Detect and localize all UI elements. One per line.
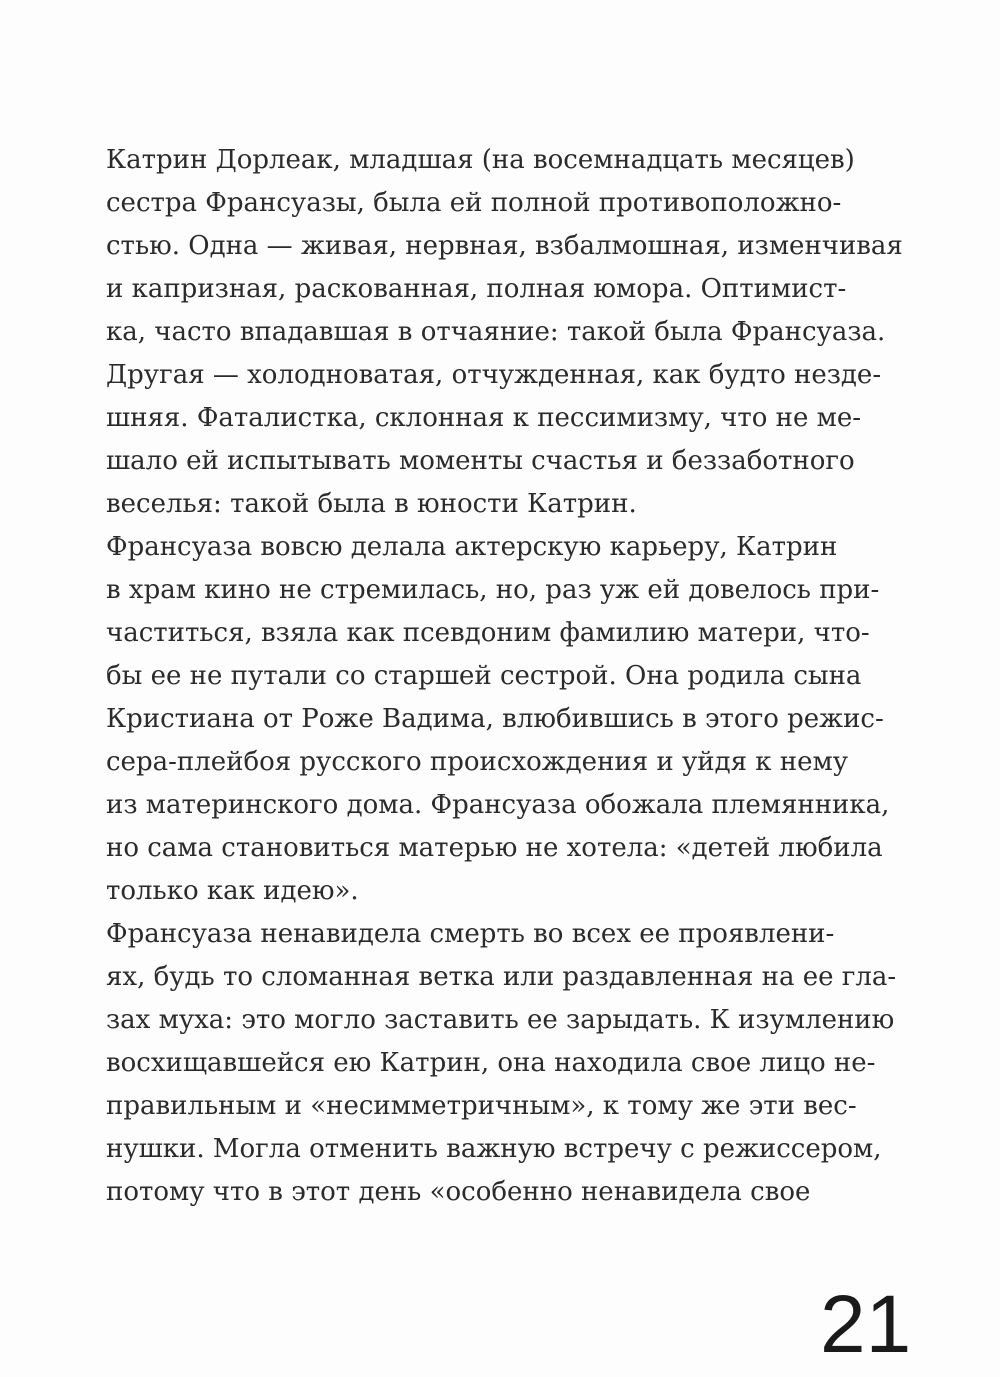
text-line: сестра Франсуазы, была ей полной противоположно- (106, 188, 842, 218)
text-line: только как идею». (106, 876, 359, 906)
text-line: бы ее не путали со старшей сестрой. Она родила сына (106, 661, 862, 691)
text-line: веселья: такой была в юности Катрин. (106, 489, 637, 519)
text-line: Франсуаза ненавидела смерть во всех ее проявлени- (106, 919, 835, 949)
page-number: 21 (820, 1279, 912, 1370)
text-line: Франсуаза вовсю делала актерскую карьеру, Катрин (106, 532, 838, 562)
text-line: шняя. Фаталистка, склонная к пессимизму, что не ме- (106, 403, 862, 433)
text-line: ка, часто впадавшая в отчаяние: такой была Франсуаза. (106, 317, 886, 347)
text-line: частиться, взяла как псевдоним фамилию матери, что- (106, 618, 870, 648)
text-line: потому что в этот день «особенно ненавидела свое (106, 1177, 811, 1207)
text-line: нушки. Могла отменить важную встречу с режиссером, (106, 1134, 882, 1164)
text-line: и капризная, раскованная, полная юмора. Оптимист- (106, 274, 847, 304)
text-line: стью. Одна — живая, нервная, взбалмошная, изменчивая (106, 231, 903, 261)
text-line: шало ей испытывать моменты счастья и беззаботного (106, 446, 855, 476)
text-line: Катрин Дорлеак, младшая (на восемнадцать месяцев) (106, 145, 855, 175)
text-line: восхищавшейся ею Катрин, она находила свое лицо не- (106, 1048, 876, 1078)
text-line: правильным и «несимметричным», к тому же эти вес- (106, 1091, 857, 1121)
text-line: но сама становиться матерью не хотела: «детей любила (106, 833, 883, 863)
text-line: ях, будь то сломанная ветка или раздавленная на ее гла- (106, 962, 897, 992)
body-text (106, 139, 906, 1214)
text-line: из материнского дома. Франсуаза обожала племянника, (106, 790, 890, 820)
text-line: Кристиана от Роже Вадима, влюбившись в этого режис- (106, 704, 884, 734)
text-line: Другая — холодноватая, отчужденная, как будто незде- (106, 360, 882, 390)
text-line: сера-плейбоя русского происхождения и уйдя к нему (106, 747, 849, 777)
text-line: зах муха: это могло заставить ее зарыдать. К изумлению (106, 1005, 895, 1035)
text-line: в храм кино не стремилась, но, раз уж ей довелось при- (106, 575, 880, 605)
